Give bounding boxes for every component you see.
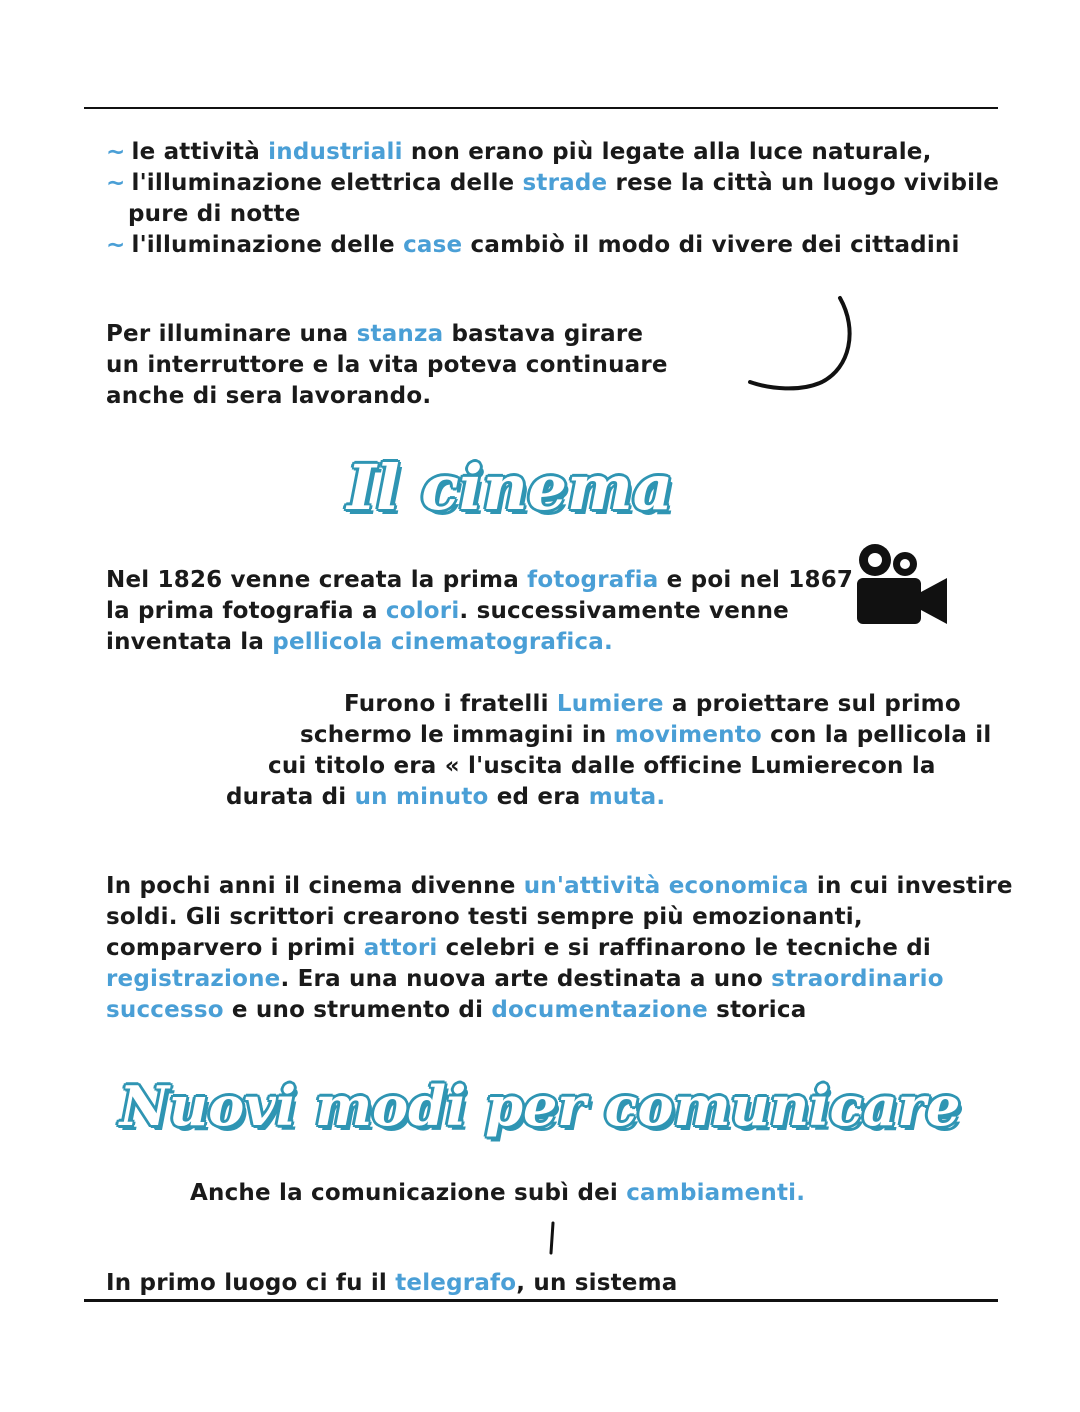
fotografia-paragraph: Nel 1826 venne creata la prima fotografia e poi nel 1867 la prima fotografia a colori. successivamente venne inventata la pellicola cinematografica. [106,567,854,655]
dash-bullet-icon: ~ [106,232,126,258]
comunicazione-line: Anche la comunicazione subì dei cambiamenti. [190,1180,806,1206]
illumination-list [106,137,999,261]
lumiere-paragraph: Furono i fratelli Lumiere a proiettare sul primo schermo le immagini in movimento con la pellicola il cui titolo era « l'uscita dalle officine Lumierecon la durata di un minuto ed era muta. [226,691,992,810]
curved-arrow-icon [740,290,860,400]
heading-cinema: Il cinema [347,451,673,524]
list-item: ~ le attività industriali non erano più legate alla luce naturale, [106,139,932,165]
economia-paragraph: In pochi anni il cinema divenne un'attività economica in cui investire soldi. Gli scrittori crearono testi sempre più emozionanti, comparvero i primi attori celebri e si raffinarono le tecniche di registrazione. Era una nuova arte destinata a uno straordinario successo e uno strumento di documentazione storica [106,873,1013,1023]
dash-bullet-icon: ~ [106,170,126,196]
heading-comunicare: Nuovi modi per comunicare [119,1074,961,1138]
top-rule [84,107,998,109]
down-stroke-icon [544,1220,560,1256]
telegrafo-line: In primo luogo ci fu il telegrafo, un sistema [106,1270,678,1296]
list-item-continuation: pure di notte [128,201,301,227]
list-item: ~ l'illuminazione elettrica delle strade rese la città un luogo vivibile [106,170,1000,196]
list-item: ~ l'illuminazione delle case cambiò il modo di vivere dei cittadini [106,232,960,258]
dash-bullet-icon: ~ [106,139,126,165]
stanza-paragraph: Per illuminare una stanza bastava girare un interruttore e la vita poteva continuare anche di sera lavorando. [106,321,668,409]
bottom-rule [84,1299,998,1302]
movie-camera-icon [853,540,949,628]
